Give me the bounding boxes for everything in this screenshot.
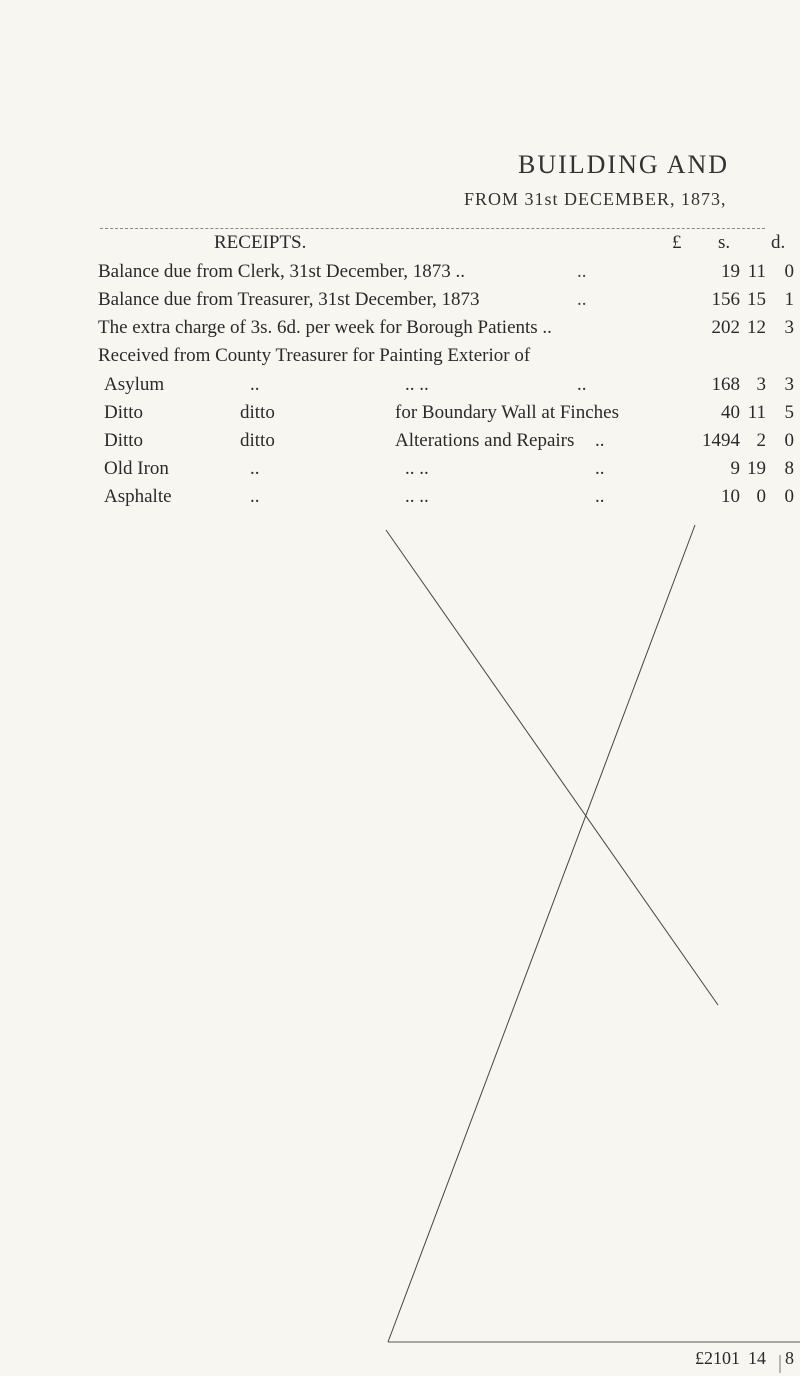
row-shillings: 0 xyxy=(756,486,766,507)
row-dots: .. xyxy=(595,430,605,451)
row-dots: .. xyxy=(595,486,605,507)
row-label: Balance due from Treasurer, 31st December, 1873 xyxy=(98,289,480,310)
row-label: Old Iron xyxy=(104,458,169,479)
row-dots: .. .. xyxy=(405,374,429,395)
page-title: BUILDING AND xyxy=(518,150,730,179)
total-pence: 8 xyxy=(785,1348,794,1368)
shillings-header: s. xyxy=(718,232,731,253)
pounds-header: £ xyxy=(672,232,682,253)
row-shillings: 11 xyxy=(747,261,766,282)
row-pence: 8 xyxy=(784,458,794,479)
row-label: The extra charge of 3s. 6d. per week for Borough Patients .. xyxy=(98,317,552,338)
row-pounds: 1494 xyxy=(702,430,740,451)
row-label: Balance due from Clerk, 31st December, 1873 .. xyxy=(98,261,465,282)
row-dots: .. xyxy=(577,289,587,310)
pence-header: d. xyxy=(771,232,786,253)
row-pence: 3 xyxy=(784,317,794,338)
row-shillings: 3 xyxy=(756,374,766,395)
total-row xyxy=(0,1348,800,1376)
row-pounds: 10 xyxy=(721,486,740,507)
diagonal-cancel-line xyxy=(386,530,718,1005)
row-label: Ditto xyxy=(104,430,144,451)
row-shillings: 19 xyxy=(747,458,766,479)
row-col3: Alterations and Repairs xyxy=(395,430,575,451)
row-label: Asylum xyxy=(104,374,165,395)
row-pence: 0 xyxy=(784,261,794,282)
row-pounds: 40 xyxy=(721,402,740,423)
row-dots: .. xyxy=(595,458,605,479)
row-shillings: 2 xyxy=(756,430,766,451)
row-col2: ditto xyxy=(240,430,275,451)
row-pence: 0 xyxy=(784,486,794,507)
row-dots: .. xyxy=(250,486,260,507)
row-pence: 5 xyxy=(784,402,794,423)
row-dots: .. .. xyxy=(405,458,429,479)
row-pounds: 9 xyxy=(730,458,740,479)
row-pence: 1 xyxy=(784,289,794,310)
row-shillings: 11 xyxy=(747,402,766,423)
row-dots: .. xyxy=(577,261,587,282)
row-dots: .. xyxy=(250,374,260,395)
row-pence: 0 xyxy=(784,430,794,451)
row-label: Received from County Treasurer for Painting Exterior of xyxy=(98,345,531,366)
row-pounds: 19 xyxy=(721,261,740,282)
total-pounds: £2101 xyxy=(695,1348,740,1368)
total-shillings: 14 xyxy=(748,1348,766,1368)
row-dots: .. xyxy=(577,374,587,395)
row-dots: .. xyxy=(250,458,260,479)
row-pounds: 202 xyxy=(711,317,740,338)
row-pounds: 156 xyxy=(711,289,740,310)
section-heading: RECEIPTS. xyxy=(214,232,307,253)
row-col2: ditto xyxy=(240,402,275,423)
diagonal-cancel-line xyxy=(388,525,695,1342)
row-label: Asphalte xyxy=(104,486,172,507)
row-shillings: 15 xyxy=(747,289,766,310)
row-label: Ditto xyxy=(104,402,144,423)
row-shillings: 12 xyxy=(747,317,766,338)
row-dots: .. .. xyxy=(405,486,429,507)
row-pounds: 168 xyxy=(711,374,740,395)
row-pence: 3 xyxy=(784,374,794,395)
row-col3: for Boundary Wall at Finches xyxy=(395,402,619,423)
page-subtitle: FROM 31st DECEMBER, 1873, xyxy=(464,189,727,209)
